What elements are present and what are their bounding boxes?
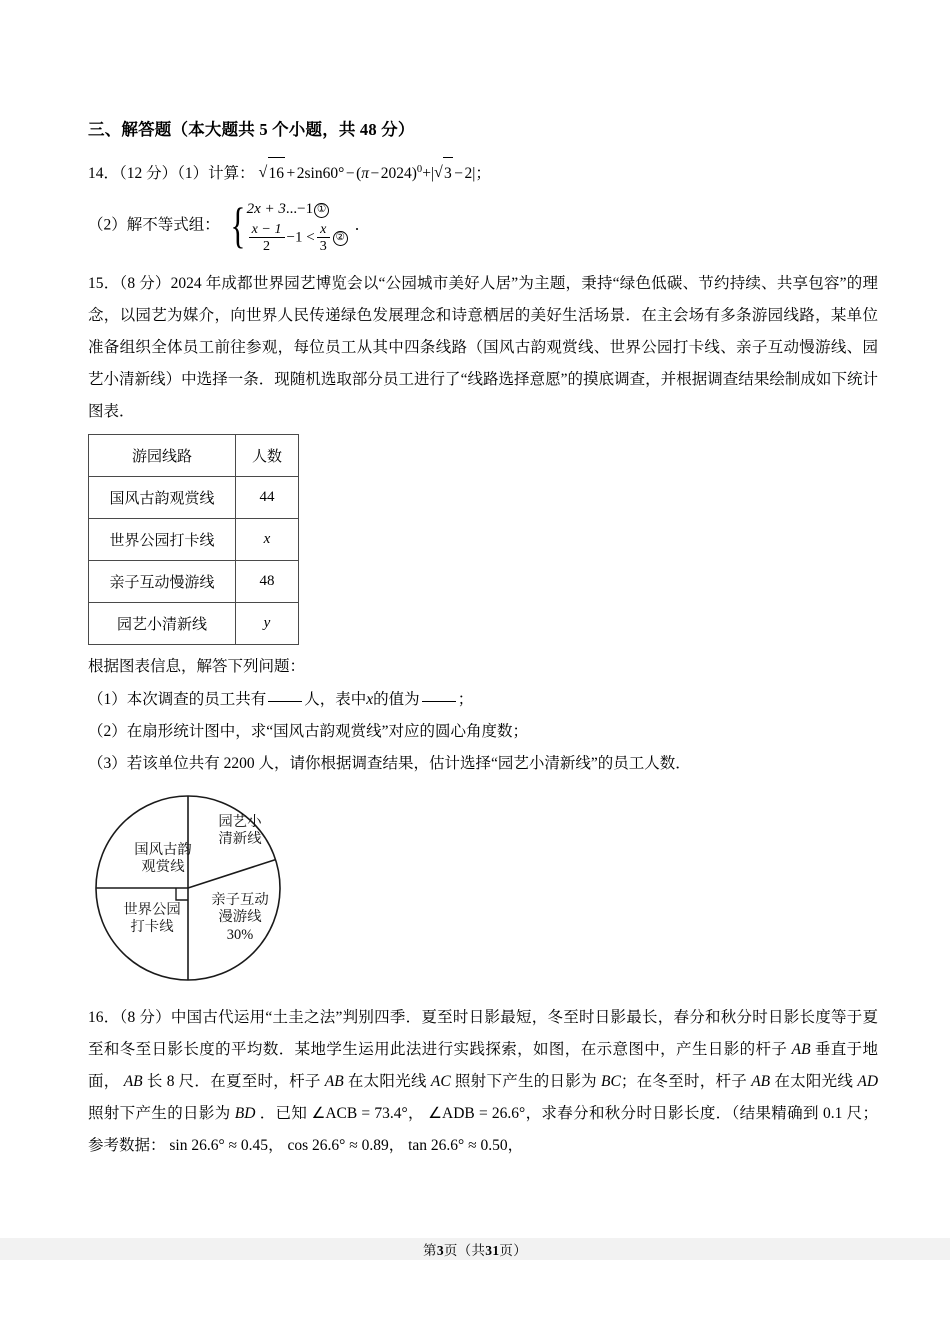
route-name: 亲子互动慢游线 [89,561,236,603]
inequality-system [226,198,349,254]
pie-slice-label-qinzi: 亲子互动 漫游线 30% [211,891,269,943]
current-page-number: 3 [436,1243,444,1258]
inequality-1 [247,198,349,221]
question-15 [88,268,878,428]
angle-60: 60° [322,164,345,182]
sqrt-3: √ 3 [434,157,453,190]
two-sin: 2sin [296,164,323,182]
route-count: y [236,603,299,645]
q15-body: 2024 年成都世界园艺博览会以“公园城市美好人居”为主题，秉持“绿色低碳、节约持续、共享包容”的理念，以园艺为媒介，向世界人民传递绿色发展理念和诗意栖居的美好生活场景．在主会场有多条游园线路，某单位准备组织全体员工前往参观，每位员工从其中四条线路（国风古韵观赏线、世界公园打卡线、亲子互动慢游线、园艺小清新线）中选择一条．现随机选取部分员工进行了“线路选择意愿”的摸底调查，并根据调查结果绘制成如下统计图表． [88,275,878,421]
q15-sub3: （3）若该单位共有 2200 人，请你根据调查结果，估计选择“园艺小清新线”的员工人数． [88,754,691,772]
table-row [89,519,299,561]
q15-prompt: 根据图表信息，解答下列问题： [88,658,306,676]
ineq2-tag: ② [333,231,348,246]
pie-chart [88,792,388,992]
q16-text-10: ，求春分和秋分时日影长度．（结果精确到 0.1 尺；参考数据： [88,1104,878,1155]
pie-slice-label-guofeng: 国风古韵 观赏线 [134,841,192,876]
q16-text-1: 中国古代运用“土圭之法”判别四季．夏至时日影最短，冬至时日影最长，春分和秋分时日影长度等于夏至和冬至日影长度的平均数．某地学生运用此法进行实践探索，如图，在示意图中，产生日影的杆子 [88,1008,878,1058]
paren-open: ( [356,164,362,182]
segment-bd: BD [234,1104,256,1122]
comma-1: ， [407,1104,424,1122]
q16-text-6: ；在冬至时，杆子 [620,1072,748,1090]
q16-text-7: 在太阳光线 [774,1072,854,1090]
segment-ab-2: AB [123,1072,143,1090]
angle-adb: ∠ADB = 26.6° [428,1104,526,1122]
q15-sub2: （2）在扇形统计图中，求“国风古韵观赏线”对应的圆心角度数； [88,722,529,740]
ineq1-tag: ① [314,203,329,218]
section-heading: 三、解答题（本大题共 5 个小题，共 48 分） [88,120,415,139]
q16-text-9: ．已知 [259,1104,308,1122]
q15-sub1-text-b: 人，表中 [304,690,367,708]
route-count: 48 [236,561,299,603]
comma-3: ， [388,1137,405,1155]
answer-blank-total[interactable] [268,701,302,702]
ineq1-right: −1 [297,200,314,217]
pi-symbol: π [361,164,369,182]
ref-cos: cos 26.6° ≈ 0.89 [287,1137,389,1155]
ineq2-middle: −1 < [286,229,315,246]
q16-text-8: 照射下产生的日影为 [88,1104,231,1122]
table-header-row [89,435,299,477]
table-header-route: 游园线路 [89,435,236,477]
exponent-zero: 0 [416,163,423,175]
system-lines [247,198,349,254]
ineq1-relation: ... [285,200,298,217]
q14-part2-label: （2）解不等式组： [88,216,220,234]
route-name: 国风古韵观赏线 [89,477,236,519]
question-16 [88,1002,878,1162]
segment-ab-4: AB [751,1072,771,1090]
q14-expression [259,165,491,182]
question-14 [88,157,878,190]
page-content [88,118,878,1162]
segment-ad: AD [857,1072,879,1090]
year-2024: 2024 [380,164,412,182]
comma-4: ， [507,1137,524,1155]
q16-text-2: 垂直于地面， [88,1040,879,1090]
q15-sub1 [88,684,878,716]
total-page-number: 31 [485,1243,500,1258]
plus-op: + [286,164,296,182]
q15-sub1-text-d: ； [457,690,474,708]
q15-label: 15．（8 分） [88,275,171,293]
number-two: 2 [464,164,473,182]
pie-percent-label: 30% [226,926,254,943]
pie-slice-label-shijie: 世界公园 打卡线 [123,901,181,936]
q15-sub1-text-a: （1）本次调查的员工共有 [88,690,267,708]
segment-ab-1: AB [791,1040,811,1058]
question-14-part2 [88,198,878,254]
q16-text-5: 照射下产生的日影为 [454,1072,597,1090]
q16-text-3: 长 8 尺．在夏至时，杆子 [146,1072,321,1090]
segment-ab-3: AB [324,1072,344,1090]
inequality-2 [247,221,349,254]
minus-op-2: − [370,164,380,182]
page-footer [0,1238,950,1260]
minus-op-3: − [454,164,464,182]
comma-2: ， [268,1137,284,1155]
q15-sub1-text-c: 的值为 [373,690,420,708]
semicolon: ； [475,164,491,182]
survey-table [88,434,299,645]
fraction-x-over-3: $\frac{x}{3}$ [317,221,330,254]
abs-close: | [472,164,476,182]
segment-ac: AC [430,1072,451,1090]
ref-sin: sin 26.6° ≈ 0.45 [169,1137,269,1155]
answer-blank-x[interactable] [422,701,456,702]
ref-tan: tan 26.6° ≈ 0.50 [408,1137,508,1155]
q16-label: 16．（8 分） [88,1008,171,1026]
route-count: 44 [236,477,299,519]
segment-bc: BC [601,1072,621,1090]
plus-abs: +| [422,164,435,182]
route-count: x [236,519,299,561]
sqrt-16: √ 16 [259,157,286,190]
q14-period: ． [354,216,371,234]
minus-op: − [345,164,355,182]
table-row [89,477,299,519]
fraction-x-minus-1-over-2: $\frac{x - 1}{2}$ [249,221,285,254]
paren-close: ) [411,164,417,182]
angle-acb: ∠ACB = 73.4° [311,1104,408,1122]
survey-table-wrapper [88,434,878,645]
q14-label: 14．（12 分）（1）计算： [88,164,255,182]
route-name: 园艺小清新线 [89,603,236,645]
table-row [89,561,299,603]
pie-slice-label-yuanyi: 园艺小 清新线 [218,813,262,848]
route-name: 世界公园打卡线 [89,519,236,561]
q16-text-4: 在太阳光线 [347,1072,427,1090]
table-row [89,603,299,645]
footer-text: 第3页（共31页） [423,1243,527,1258]
table-header-count: 人数 [236,435,299,477]
variable-x: x [366,690,374,708]
system-brace: { [230,197,246,254]
ineq1-left: 2x + 3 [246,200,286,217]
